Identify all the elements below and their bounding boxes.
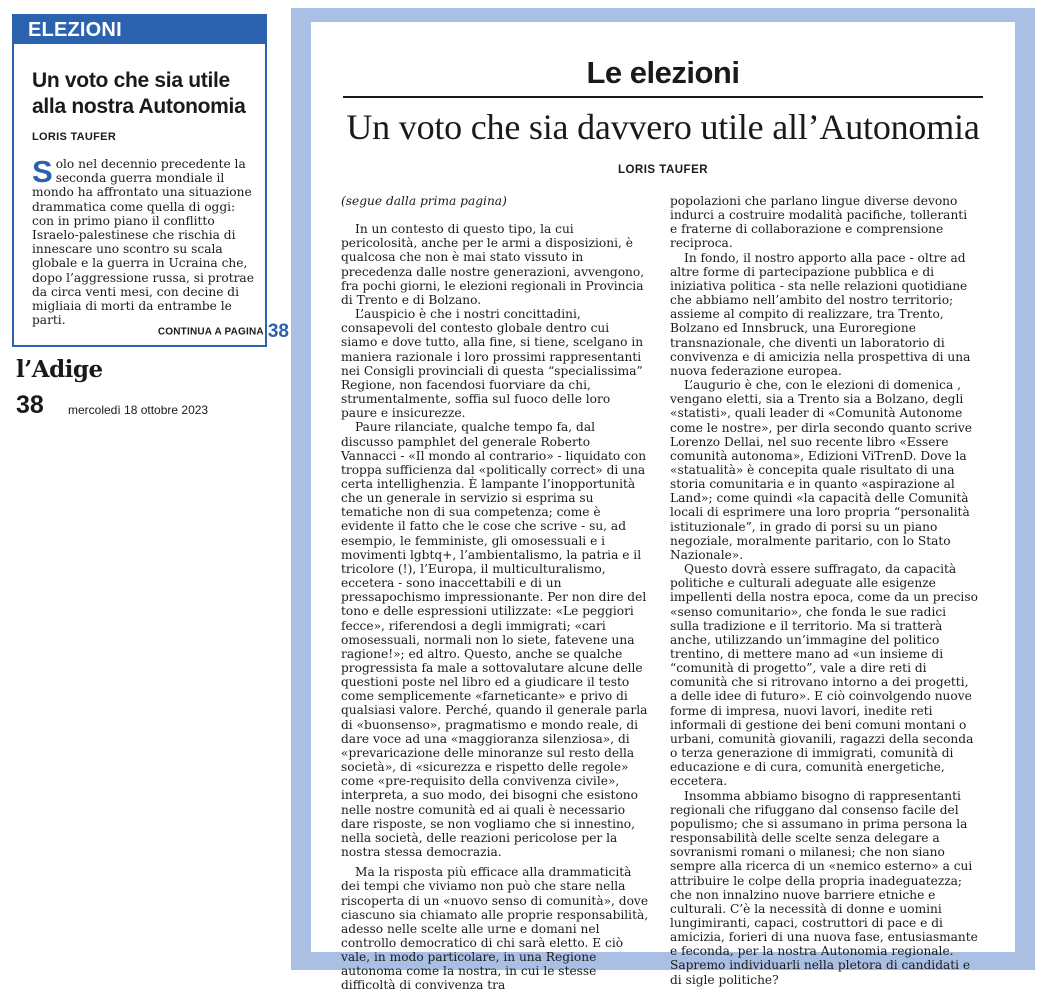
article-page bbox=[311, 22, 1015, 993]
paragraph: In un contesto di questo tipo, la cui pericolosità, anche per le armi a disposizioni, è qualcosa che non è mai stato vissuto in precedenza dalle nostre generazioni, avvengono, fra pochi giorni, le elezioni regionali in Provincia di Trento e di Bolzano. bbox=[341, 222, 645, 307]
teaser-dropcap: S bbox=[32, 154, 53, 189]
section-divider bbox=[343, 96, 983, 98]
article-column-right bbox=[670, 194, 978, 987]
paragraph: In fondo, il nostro apporto alla pace - oltre ad altre forme di partecipazione pubblica e di iniziativa politica - sta nelle relazioni quotidiane che abbiamo nell’ambito del nostro territorio; assieme al compito di realizzare, tra Trento, Bolzano ed Innsbruck, una Euroregione transnazionale, che diventi un laboratorio di convivenza e di amicizia nella prospettiva di una nuova federazione europea. bbox=[670, 250, 971, 378]
page-number: 38 bbox=[16, 391, 44, 419]
teaser-author: LORIS TAUFER bbox=[32, 131, 117, 143]
continue-link[interactable] bbox=[14, 321, 289, 343]
paragraph: L’augurio è che, con le elezioni di domenica , vengano eletti, sia a Trento sia a Bolzano, degli «statisti», quali leader di «Comunità Autonome come le nostre», per dirla secondo quanto scrive Lorenzo Dellai, nel suo recente libro «Essere comunità autonoma», Edizioni ViTrenD. Dove la «statualità» è concepita quale risultato di una storia comunitaria e in quanto «aspirazione al Land»; come quindi «la capacità delle Comunità locali di esprimere una loro propria “personalità istituzionale”, in grado di porsi su un piano negoziale, moralmente paritario, con lo Stato Nazionale». bbox=[670, 378, 972, 562]
paragraph: Ma la risposta più efficace alla drammaticità dei tempi che viviamo non può che stare nella riscoperta di un «nuovo senso di comunità», dove ciascuno sia chiamato alle proprie responsabilità, adesso nelle scelte alle urne e domani nel controllo democratico di chi sarà eletto. E ciò vale, in modo particolare, in una Regione autonoma come la nostra, in cui le stesse difficoltà di convivenza tra bbox=[341, 865, 649, 993]
continue-page-number[interactable]: 38 bbox=[267, 321, 289, 342]
follow-note: (segue dalla prima pagina) bbox=[341, 194, 507, 208]
teaser-summary bbox=[32, 154, 257, 328]
paragraph: L’auspicio è che i nostri concittadini, consapevoli del contesto globale dentro cui siamo e dove tutto, alla fine, si tiene, scelgano in maniera razionale i loro prossimi rappresentanti nei Consigli provinciali di questa “specialissima” Regione, non facendosi fuorviare da chi, strumentalmente, soffia sul fuoco delle loro paure e insicurezze. bbox=[341, 307, 644, 421]
teaser-summary-text: olo nel decennio precedente la seconda guerra mondiale il mondo ha affrontato una situazione drammatica come quella di oggi: con in primo piano il conflitto Israelo-palestinese che rischia di innescare uno scontro su scala globale e la guerra in Ucraina che, dopo l’aggressione russa, si protrae da circa venti mesi, con decine di migliaia di morti da entrambe le parti. bbox=[32, 157, 254, 328]
paragraph: Questo dovrà essere suffragato, da capacità politiche e culturali adeguate alle esigenze impellenti della nostra epoca, come da un preciso «senso comunitario», che fonda le sue radici sulla tradizione e il territorio. Ma si tratterà anche, utilizzando un’immagine del politico trentino, di mettere mano ad «un insieme di “comunità di progetto”, vale a dire reti di comunità che si ritrovano intorno a dei progetti, a delle idee di futuro». E ciò coinvolgendo nuove forme di impresa, nuovi lavori, inedite reti informali di gestione dei beni comuni montani o urbani, comunità giovanili, ragazzi della seconda o terza generazione di immigrati, comunità di educazione e di cura, comunità energetiche, eccetera. bbox=[670, 562, 978, 789]
article-frame bbox=[291, 8, 1035, 993]
paragraph: popolazioni che parlano lingue diverse devono indurci a costruire modalità pacifiche, tolleranti e fraterne di collaborazione e comprensione reciproca. bbox=[670, 194, 968, 251]
article-headline: Un voto che sia davvero utile all’Autonomia bbox=[346, 107, 980, 147]
paragraph: Insomma abbiamo bisogno di rappresentanti regionali che rifuggano dal consenso facile del populismo; che si assumano in prima persona la responsabilità delle scelte senza delegare a sovranismi romani o milanesi; che non siano sempre alla ricerca di un «nemico esterno» a cui attribuire le colpe della propria inadeguatezza; che non innalzino nuove barriere etniche e culturali. C’è la necessità di donne e uomini lungimiranti, capaci, costruttori di pace e di amicizia, forieri di una nuova fase, entusiasmante e feconda, per la nostra Autonomia regionale. Sapremo individuarli nella pletora di candidati e di sigle politiche? bbox=[670, 788, 978, 987]
teaser-section-label: ELEZIONI bbox=[14, 16, 265, 44]
article-byline: LORIS TAUFER bbox=[617, 164, 709, 176]
article-column-left bbox=[341, 194, 649, 993]
section-title: Le elezioni bbox=[586, 55, 740, 90]
paragraph: Paure rilanciate, qualche tempo fa, dal discusso pamphlet del generale Roberto Vannacci - «Il mondo al contrario» - liquidato con troppa sufficienza dal «politically correct» di una certa intellighenzia. È lampante l’inopportunità che un generale in servizio si esprima su tematiche non di sua competenza; come è evidente il fatto che le cose che scrive - su, ad esempio, le femministe, gli omosessuali e i movimenti lgbtq+, l’ambientalismo, la patria e il tricolore (!), l’Europa, il multiculturalismo, eccetera - sono inaccettabili e di un pressapochismo impressionante. Per non dire del tono e delle espressioni utilizzate: «Le peggiori fecce», riferendosi a degli immigrati; «cari omosessuali, normali non lo siete, fatevene una ragione!»; ed altro. Questo, anche se qualche progressista fa male a sottovalutare alcune delle questioni poste nel libro ed a giudicare il testo come semplicemente «farneticante» e privo di qualsiasi valore. Perché, quando il generale parla di «buonsenso», pragmatismo e mondo reale, di dare voce ad una «maggioranza silenziosa», di «prevaricazione delle minoranze sul resto della società», di «sicurezza e rispetto delle regole» come «pre-requisito della convivenza civile», interpreta, a suo modo, dei bisogni che esistono nelle nostre comunità ed ai quali è necessario dare risposte, se non vogliamo che si innestino, nella società, delle reazioni pericolose per la nostra stessa democrazia. bbox=[341, 420, 648, 860]
newspaper-masthead: l’Adige bbox=[16, 356, 103, 383]
front-teaser-box bbox=[12, 14, 289, 347]
publication-date: mercoledì 18 ottobre 2023 bbox=[68, 403, 209, 417]
teaser-title[interactable]: Un voto che sia utile alla nostra Autonomia bbox=[32, 69, 246, 118]
continue-label[interactable]: CONTINUA A PAGINA bbox=[157, 326, 264, 338]
